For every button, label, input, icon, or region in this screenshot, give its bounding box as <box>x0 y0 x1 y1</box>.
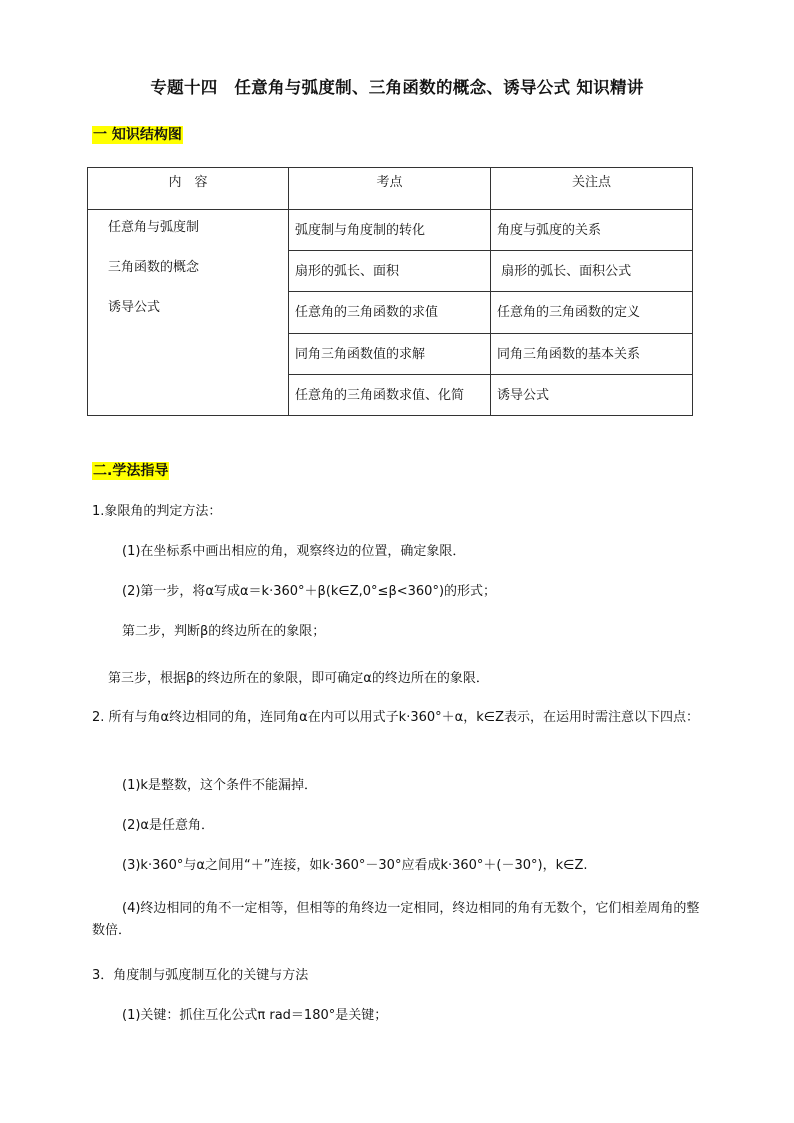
paragraph-step-2: (2)第一步，将α写成α＝k·360°＋β(k∈Z,0°≤β<360°)的形式； <box>122 584 497 599</box>
table-row <box>88 210 693 251</box>
focus-point-cell: 扇形的弧长、面积公式 <box>491 251 693 292</box>
paragraph-note-4: (4)终边相同的角不一定相等，但相等的角终边一定相同，终边相同的角有无数个，它们相差周角的整数倍． <box>92 901 700 938</box>
focus-point-cell: 诱导公式 <box>491 374 693 415</box>
header-content: 内 容 <box>88 168 289 210</box>
content-item: 三角函数的概念 <box>108 260 200 276</box>
paragraph-coterminal-angles: 2. 所有与角α终边相同的角，连同角α在内可以用式子k·360°＋α，k∈Z表示，在运用时需注意以下四点： <box>92 710 699 725</box>
exam-point-cell: 扇形的弧长、面积 <box>289 251 491 292</box>
content-item: 任意角与弧度制 <box>108 220 200 236</box>
paragraph-quadrant-method: 1.象限角的判定方法： <box>92 504 222 519</box>
exam-point-cell: 任意角的三角函数求值、化简 <box>289 374 491 415</box>
paragraph-note-2: (2)α是任意角． <box>122 818 214 833</box>
exam-point-cell: 弧度制与角度制的转化 <box>289 210 491 251</box>
paragraph-step-2b: 第二步，判断β的终边所在的象限； <box>122 624 326 639</box>
paragraph-note-1: (1)k是整数，这个条件不能漏掉． <box>122 778 317 793</box>
paragraph-step-1: (1)在坐标系中画出相应的角，观察终边的位置，确定象限． <box>122 544 466 559</box>
header-focus-point: 关注点 <box>491 168 693 210</box>
content-cell <box>88 210 289 416</box>
table-header-row <box>88 168 693 210</box>
paragraph-note-3: (3)k·360°与α之间用“＋”连接，如k·360°－30°应看成k·360°＋(－30°)，k∈Z. <box>122 858 588 873</box>
paragraph-step-3: 第三步，根据β的终边所在的象限，即可确定α的终边所在的象限． <box>108 671 489 686</box>
exam-point-cell: 同角三角函数值的求解 <box>289 333 491 374</box>
exam-point-cell: 任意角的三角函数的求值 <box>289 292 491 333</box>
section-heading-study-guide: 二.学法指导 <box>93 463 169 479</box>
header-exam-point: 考点 <box>289 168 491 210</box>
paragraph-conversion-method: 3．角度制与弧度制互化的关键与方法 <box>92 968 309 983</box>
focus-point-cell: 同角三角函数的基本关系 <box>491 333 693 374</box>
section-heading-knowledge-structure: 一 知识结构图 <box>93 127 182 143</box>
paragraph-conversion-key: (1)关键：抓住互化公式π rad＝180°是关键； <box>122 1008 388 1023</box>
focus-point-cell: 角度与弧度的关系 <box>491 210 693 251</box>
focus-point-cell: 任意角的三角函数的定义 <box>491 292 693 333</box>
knowledge-table <box>87 167 693 416</box>
content-item: 诱导公式 <box>108 300 161 316</box>
page-title: 专题十四 任意角与弧度制、三角函数的概念、诱导公式 知识精讲 <box>150 78 644 97</box>
